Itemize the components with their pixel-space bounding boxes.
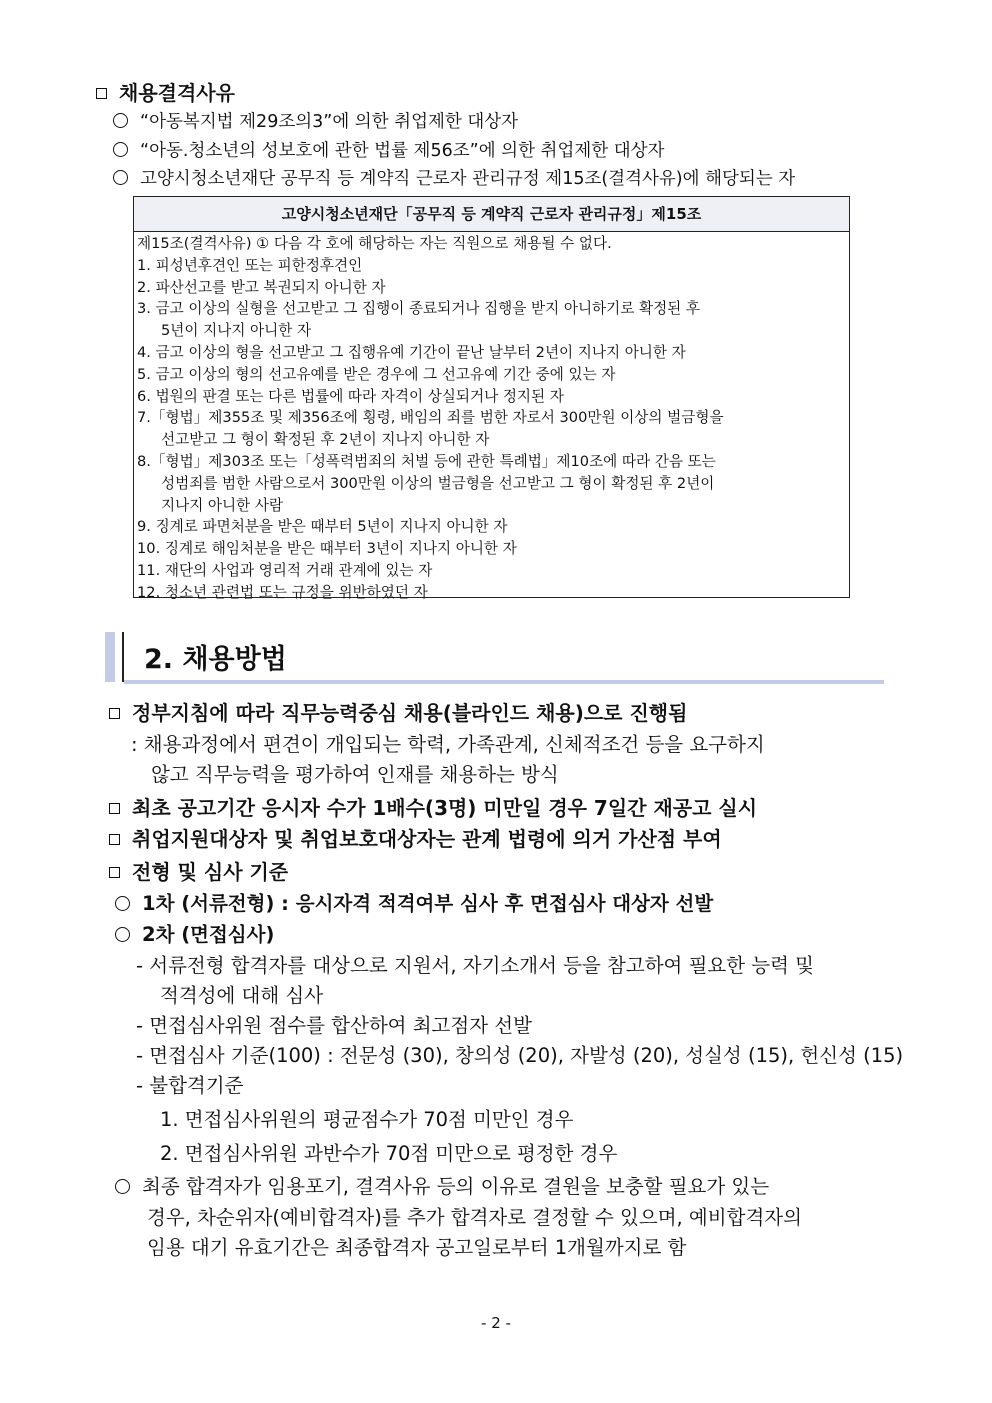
- regulation-table-header: 고양시청소년재단「공무직 등 계약직 근로자 관리규정」제15조: [134, 197, 849, 232]
- stage-document-screening: 1차 (서류전형) : 응시자격 적격여부 심사 후 면접심사 대상자 선발: [115, 888, 713, 916]
- circle-bullet-icon: [115, 896, 130, 911]
- section-title: 2. 채용방법: [144, 644, 287, 675]
- square-bullet-icon: [109, 834, 120, 845]
- interview-criteria: - 면접심사 기준(100) : 전문성 (30), 창의성 (20), 자발성 (20), 성실성 (15), 헌신성 (15): [136, 1044, 904, 1067]
- section-title-accent-bar: [105, 632, 115, 682]
- table-row: 선고받고 그 형이 확정된 후 2년이 지나지 아니한 자: [161, 431, 490, 449]
- square-bullet-icon: [109, 867, 120, 878]
- table-row: 8.「형법」제303조 또는「성폭력범죄의 처벌 등에 관한 특례법」제10조에 따라 간음 또는: [137, 453, 716, 470]
- table-row: 3. 금고 이상의 실형을 선고받고 그 집행이 종료되거나 집행을 받지 아니하기로 확정된 후: [137, 300, 701, 318]
- table-row: 11. 재단의 사업과 영리적 거래 관계에 있는 자: [137, 562, 433, 579]
- table-row: 1. 피성년후견인 또는 피한정후견인: [137, 256, 363, 274]
- square-bullet-icon: [109, 803, 120, 814]
- circle-bullet-icon: [113, 113, 128, 128]
- table-row: 성범죄를 범한 사람으로서 300만원 이상의 벌금형을 선고받고 그 형이 확정된 후 2년이: [161, 474, 715, 492]
- table-row: 12. 청소년 관련법 또는 규정을 위반하였던 자: [137, 583, 428, 601]
- bullet-screening-criteria: 전형 및 심사 기준: [109, 856, 288, 885]
- table-row: 지나지 아니한 사람: [161, 496, 284, 514]
- page-number: - 2 -: [481, 1314, 511, 1332]
- bullet-re-announcement: 최초 공고기간 응시자 수가 1배수(3명) 미만일 경우 7일간 재공고 실시: [109, 792, 757, 821]
- table-row: 5년이 지나지 아니한 자: [161, 322, 312, 340]
- table-row: 2. 파산선고를 받고 복권되지 아니한 자: [137, 278, 386, 296]
- bullet-bonus-points: 취업지원대상자 및 취업보호대상자는 관계 법령에 의거 가산점 부여: [109, 823, 722, 852]
- section-heading-disqualification: 채용결격사유: [96, 77, 235, 106]
- list-item: 고양시청소년재단 공무직 등 계약직 근로자 관리규정 제15조(결격사유)에 해당되는 자: [113, 165, 795, 190]
- circle-bullet-icon: [115, 927, 130, 942]
- fail-criterion: 2. 면접심사위원 과반수가 70점 미만으로 평정한 경우: [160, 1142, 618, 1165]
- table-row: 6. 법원의 판결 또는 다른 법률에 따라 자격이 상실되거나 정지된 자: [137, 387, 564, 405]
- interview-detail: - 면접심사위원 점수를 합산하여 최고점자 선발: [136, 1014, 532, 1037]
- section-title-divider: [122, 632, 124, 682]
- table-row: 9. 징계로 파면처분을 받은 때부터 5년이 지나지 아니한 자: [137, 518, 508, 536]
- list-item: “아동복지법 제29조의3”에 의한 취업제한 대상자: [113, 108, 518, 133]
- bullet-description: 않고 직무능력을 평가하여 인재를 채용하는 방식: [151, 763, 559, 786]
- interview-detail: 적격성에 대해 심사: [160, 984, 324, 1007]
- table-row: 7.「형법」제355조 및 제356조에 횡령, 배임의 죄를 범한 자로서 300만원 이상의 벌금형을: [137, 409, 724, 427]
- stage-interview: 2차 (면접심사): [115, 919, 274, 947]
- table-row: 5. 금고 이상의 형의 선고유예를 받은 경우에 그 선고유예 기간 중에 있는 자: [137, 365, 616, 383]
- regulation-table: [133, 196, 850, 601]
- square-bullet-icon: [96, 88, 107, 99]
- section-title-underline: [124, 680, 884, 684]
- table-row: 4. 금고 이상의 형을 선고받고 그 집행유예 기간이 끝난 날부터 2년이 지나지 아니한 자: [137, 344, 686, 361]
- fail-criterion: 1. 면접심사위원의 평균점수가 70점 미만인 경우: [160, 1108, 574, 1131]
- circle-bullet-icon: [113, 170, 128, 185]
- table-row: 10. 징계로 해임처분을 받은 때부터 3년이 지나지 아니한 자: [137, 540, 517, 558]
- circle-bullet-icon: [113, 142, 128, 157]
- circle-bullet-icon: [115, 1179, 130, 1194]
- interview-detail: - 서류전형 합격자를 대상으로 지원서, 자기소개서 등을 참고하여 필요한 능력 및: [136, 954, 815, 977]
- table-row: 제15조(결격사유) ① 다음 각 호에 해당하는 자는 직원으로 채용될 수 없다.: [137, 235, 612, 252]
- bullet-description: : 채용과정에서 편견이 개입되는 학력, 가족관계, 신체적조건 등을 요구하지: [131, 733, 765, 756]
- final-note-line: 임용 대기 유효기간은 최종합격자 공고일로부터 1개월까지로 함: [147, 1236, 687, 1259]
- list-item: “아동.청소년의 성보호에 관한 법률 제56조”에 의한 취업제한 대상자: [113, 137, 664, 162]
- final-note: 최종 합격자가 임용포기, 결격사유 등의 이유로 결원을 보충할 필요가 있는: [115, 1171, 769, 1199]
- bullet-blind-recruitment: 정부지침에 따라 직무능력중심 채용(블라인드 채용)으로 진행됨: [109, 697, 687, 726]
- square-bullet-icon: [109, 708, 120, 719]
- fail-criteria-label: - 불합격기준: [136, 1074, 244, 1097]
- final-note-line: 경우, 차순위자(예비합격자)를 추가 합격자로 결정할 수 있으며, 예비합격자의: [147, 1206, 802, 1229]
